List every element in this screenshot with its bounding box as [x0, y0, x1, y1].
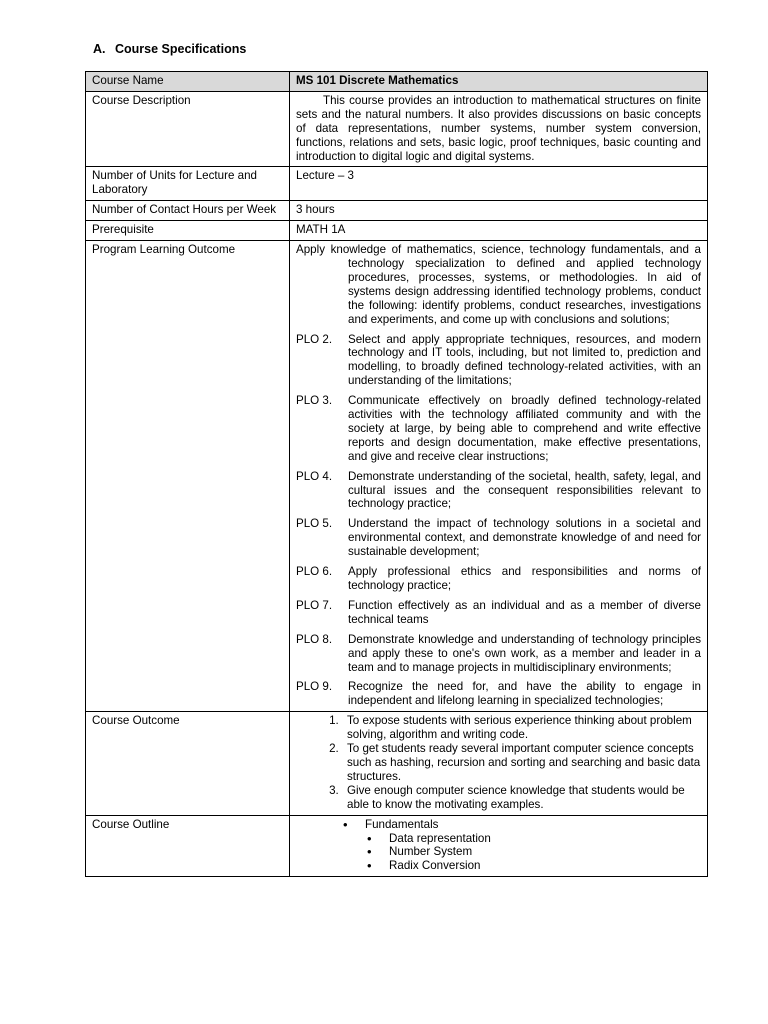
course-outcome-label: Course Outcome — [86, 712, 290, 815]
outcome-item: 1. To expose students with serious experience thinking about problem solving, algorithm and writing code. — [342, 714, 701, 742]
units-value: Lecture – 3 — [290, 167, 708, 201]
outcome-item: 3. Give enough computer science knowledge that students would be able to know the motivating examples. — [342, 784, 701, 812]
contact-hours-value: 3 hours — [290, 201, 708, 221]
outcome-list — [296, 714, 701, 811]
plo-tag: PLO 9. — [296, 680, 333, 694]
plo-cell — [290, 241, 708, 712]
outline-topic-text: Fundamentals — [365, 817, 439, 831]
plo-tag: PLO 2. — [296, 332, 333, 346]
plo-item — [296, 333, 701, 389]
course-outline-cell — [290, 815, 708, 877]
outline-sublist — [365, 832, 701, 874]
section-title: Course Specifications — [115, 42, 247, 56]
course-spec-table — [85, 71, 708, 877]
plo-text: Communicate effectively on broadly defined technology-related activities with the technology affiliated community and with the society at large, by being able to comprehend and write effective reports and design documentation, make effective presentations, and give and receive clear instructions; — [348, 394, 701, 463]
row-course-outline — [86, 815, 708, 877]
row-course-description — [86, 91, 708, 167]
course-description-label: Course Description — [86, 91, 290, 167]
plo-text: Understand the impact of technology solutions in a societal and environmental context, and demonstrate knowledge of and need for sustainable development; — [348, 517, 701, 559]
row-units — [86, 167, 708, 201]
outline-subtopic: • Data representation — [389, 832, 701, 846]
plo-text: Select and apply appropriate techniques, resources, and modern technology and IT tools, including, but not limited to, prediction and modelling, to broadly defined technology-related activities, with an understanding of the limitations; — [348, 332, 701, 388]
plo-item — [296, 599, 701, 627]
course-description-value: This course provides an introduction to mathematical structures on finite sets and the natural numbers. It also provides discussions on basic concepts of data representations, number systems, number system conversion, functions, relations and sets, basic logic, proof techniques, basic counting and introduction to digital logic and digital systems. — [290, 91, 708, 167]
plo-label: Program Learning Outcome — [86, 241, 290, 712]
plo-item — [296, 680, 701, 708]
outline-topic — [365, 818, 701, 874]
outline-list — [296, 818, 701, 874]
prerequisite-label: Prerequisite — [86, 221, 290, 241]
plo-tag: PLO 8. — [296, 632, 333, 646]
plo-item — [296, 394, 701, 464]
plo-tag: PLO 7. — [296, 598, 333, 612]
course-name-value: MS 101 Discrete Mathematics — [290, 72, 708, 92]
plo-text: Demonstrate understanding of the societal, health, safety, legal, and cultural issues and the consequent responsibilities relevant to technology practice; — [348, 469, 701, 511]
plo-text: Recognize the need for, and have the ability to engage in independent and lifelong learning in specialized technologies; — [348, 680, 701, 708]
row-course-outcome — [86, 712, 708, 815]
row-course-name — [86, 72, 708, 92]
plo-tag: PLO 5. — [296, 517, 333, 531]
course-name-label: Course Name — [86, 72, 290, 92]
plo-text: Apply professional ethics and responsibilities and norms of technology practice; — [348, 565, 701, 592]
outline-subtopic: • Number System — [389, 845, 701, 859]
plo-tag: PLO 4. — [296, 469, 333, 483]
row-plo — [86, 241, 708, 712]
plo-item — [296, 633, 701, 675]
plo-item — [296, 517, 701, 559]
row-prerequisite — [86, 221, 708, 241]
section-heading — [93, 42, 246, 56]
units-label: Number of Units for Lecture and Laboratory — [86, 167, 290, 201]
prerequisite-value: MATH 1A — [290, 221, 708, 241]
course-outcome-cell — [290, 712, 708, 815]
plo-item — [296, 470, 701, 512]
plo-text: Demonstrate knowledge and understanding of technology principles and apply these to one's own work, as a member and leader in a team and to manage projects in multidisciplinary environments; — [348, 632, 701, 674]
plo-item — [296, 565, 701, 593]
plo-tag: PLO 3. — [296, 394, 333, 408]
plo-1-text: Apply knowledge of mathematics, science, technology fundamentals, and a technology specialization to defined and applied technology procedures, processes, systems, or methodologies. In aid of systems design addressing identified technology problems, conduct the following: identify problems, conduct researches, investigations and experiments, and come up with conclusions and solutions; — [296, 243, 701, 326]
outline-subtopic: • Radix Conversion — [389, 859, 701, 873]
plo-tag: PLO 6. — [296, 565, 333, 579]
row-contact-hours — [86, 201, 708, 221]
plo-text: Function effectively as an individual and as a member of diverse technical teams — [348, 598, 701, 626]
section-letter: A. — [93, 42, 106, 56]
contact-hours-label: Number of Contact Hours per Week — [86, 201, 290, 221]
course-outline-label: Course Outline — [86, 815, 290, 877]
outcome-item: 2. To get students ready several important computer science concepts such as hashing, recursion and sorting and searching and basic data structures. — [342, 742, 701, 784]
